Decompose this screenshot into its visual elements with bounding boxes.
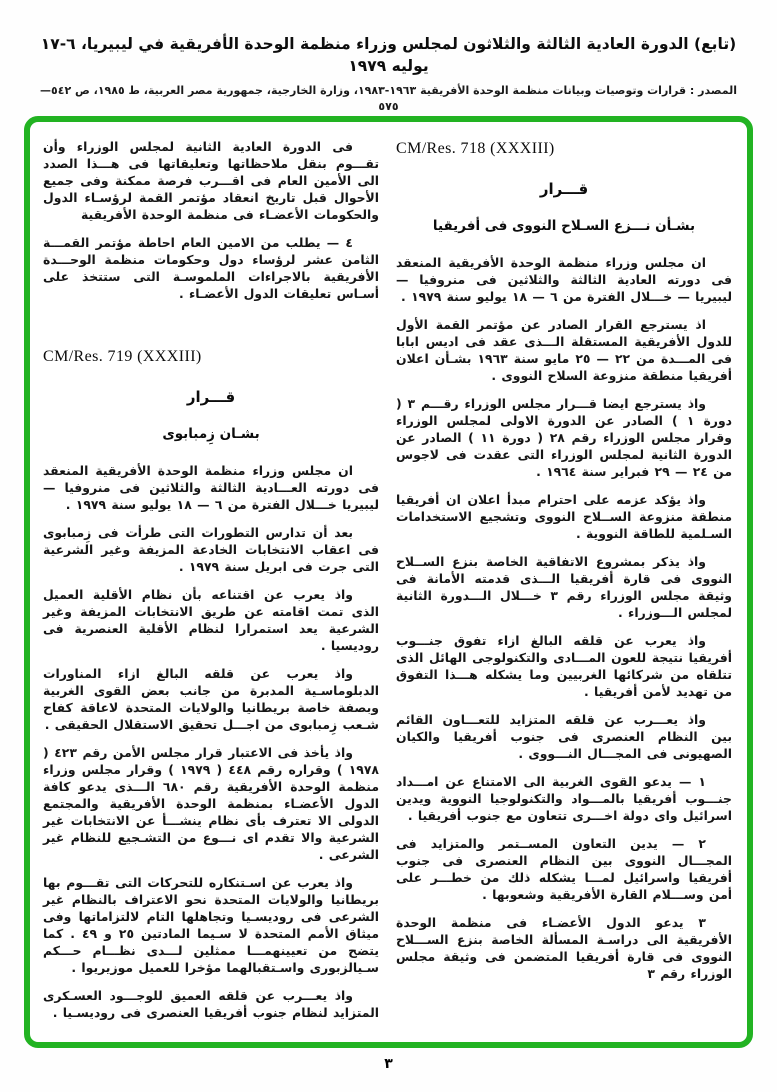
paragraph: ١ — يدعو القوى الغربية الى الامتناع عن امـــداد جنـــوب أفريقيا بالمـــواد والتكنولوجيا النووية ويدين اسرائيل واى دولة اخـــرى تتعاون مع جنوب أفريقيا . — [396, 774, 732, 823]
page-number: ٣ — [384, 1056, 393, 1072]
paragraph: واذ يعرب عن اقتناعه بأن نظام الأقلية العميل الذى تمت اقامته عن طريق الانتخابات المزيفة وغير الشرعية يعد استمرارا لنظام الأقلية العنصرية فى روديسيا . — [43, 587, 379, 653]
resolution-719-body — [43, 462, 379, 1021]
paragraph: واذ يأخذ فى الاعتبار قرار مجلس الأمن رقم ٤٢٣ ( ١٩٧٨ ) وقراره رقم ٤٤٨ ( ١٩٧٩ ) وقرار مجلس وزراء منظمة الوحدة الأفريقية رقم ٦٨٠ الـــذى يدعو كافة الدول الأعضـاء بمنظمة الوحدة الأفريقية والمجتمع الدولى الا تعترف بأى نظام ينشـــأ عن الانتخابات غير الشرعية والا تقدم اى نـــوع من التشـجيع للنظام غير الشرعى . — [43, 745, 379, 862]
paragraph: واذ يعرب عن قلقه البالغ ازاء المناورات الدبلوماسـية المدبرة من جانب بعض القوى الغربية وبصفة خاصة بريطانيا والولايات المتحدة لاعاقة كفاح شـعب زِمبابوى من اجـــل تحقيق الاستقلال الحقيقى . — [43, 666, 379, 732]
column-resolution-718 — [396, 136, 732, 1036]
paragraph: ٢ — يدين التعاون المســتمر والمتزايد فى المجـــال النووى بين النظام العنصرى فى جنوب أفريقيا واسرائيل لمـــا يشكله ذلك من خطـــر على أمن وســـلام القارة الأفريقية وشعوبها . — [396, 836, 732, 902]
paragraph: واذ يعرب عن قلقه البالغ ازاء تفوق جنـــوب أفريقيا نتيجة للعون المـــادى والتكنولوجى الهائل الذى تتلقاه من شركائها الغربيين وما يشكله هـــذا التفوق من تهديد لأمن أفريقيا . — [396, 633, 732, 699]
paragraph: واذ يعرب عن اسـتنكاره للتحركات التى تقـــوم بها بريطانيا والولايات المتحدة نحو الاعتراف بالنظام غير الشرعى فى روديسـيا وتجاهلها التام لالتزاماتها وفى ميثاق الأمم المتحدة لا سـيما المادتين ٢٥ و ٤٩ . كما يتضح من تعيينهمـــا ممثلين لـــدى نظـــام حـــكم سـيالزبورى واسـتقبالهما مؤخرا للعميل موزيريوا . — [43, 875, 380, 975]
paragraph: ٤ — يطلب من الامين العام احاطة مؤتمر القمـــة الثامن عشر لرؤساء دول وحكومات منظمة الوحـــدة الأفريقية بالاجراءات الملموسـة التى ستتخذ على أسـاس تعليقات الدول الأعضـاء . — [43, 235, 379, 301]
paragraph: واذ يعـــرب عن قلقه العميق للوجـــود العسـكرى المتزايد لنظام جنوب أفريقيا العنصرى فى روديسـيا . — [43, 988, 379, 1020]
resolution-718-heading: قـــرار — [539, 180, 589, 198]
green-border-box — [24, 116, 753, 1048]
continuation-body — [43, 138, 379, 302]
paragraph: ٣ يدعو الدول الأعضـاء فى منظمة الوحدة الأفريقية الى دراسـة المسألة الخاصة بنزع الســـلاح النووى فى قارة أفريقيا المتضمن فى وثيقة مجلس الوزراء رقم ٣ — [396, 915, 732, 981]
resolution-719-subject: بشـان زِمبابوى — [162, 426, 260, 442]
resolution-718-body — [396, 254, 732, 982]
paragraph: اذ يسترجع القرار الصادر عن مؤتمر القمة الأول للدول الأفريقية المستقلة الـــذى عقد فى اديس ابابا فى المـــدة من ٢٢ — ٢٥ مايو سنة ١٩٦٣ بشـأن اعلان أفريقيا منطقة منزوعة السلاح النووى . — [396, 317, 733, 383]
resolution-719-heading: قـــرار — [186, 388, 236, 406]
resolution-719-reference: CM/Res. 719 (XXXIII) — [43, 348, 202, 365]
paragraph: بعد أن تدارس التطورات التى طرأت فى زِمبابوى فى اعقاب الانتخابات الخادعة المزيفة وغير الشرعية التى جرت فى ابريل سنة ١٩٧٩ . — [43, 525, 379, 574]
paragraph: ان مجلس وزراء منظمة الوحدة الأفريقية المنعقد فى دورته العـــادية الثالثة والثلاثين فى منروفيا — ليبيريا خـــلال الفترة من ٦ — ١٨ يوليو سنة ١٩٧٩ . — [43, 463, 379, 512]
page-header-title: (تابع) الدورة العادية الثالثة والثلاثون لمجلس وزراء منظمة الوحدة الأفريقية في ليبيريا، ٦-١٧ يوليه ١٩٧٩ — [40, 35, 737, 75]
page-header — [0, 0, 777, 114]
paragraph: ان مجلس وزراء منظمة الوحدة الأفريقية المنعقد فى دورته العادية الثالثة والثلاثين فى منروفيا — ليبيريا — خـــلال الفترة من ٦ — ١٨ يوليو سنة ١٩٧٩ . — [396, 255, 732, 304]
page-header-source: المصدر : قرارات وتوصيات وبيانات منظمة الوحدة الأفريقية ١٩٦٣-١٩٨٣، وزارة الخارجية، جمهورية مصر العربية، ط ١٩٨٥، ص ٥٤٢—٥٧٥ — [40, 84, 737, 113]
column-resolution-719 — [43, 136, 379, 1036]
resolution-718-subject: بشـأن نـــزع السـلاح النووى فى أفريقيا — [432, 218, 696, 234]
paragraph: فى الدورة العادية الثانية لمجلس الوزراء وأن تقـــوم بنقل ملاحظاتها وتعليقاتها فى هـــذا الصدد الى الأمين العام فى اقـــرب فرصة ممكنة وفى جميع الأحوال قبل تاريخ انعقاد مؤتمر القمة لرؤسـاء الدول والحكومات الأعضـاء فى منظمة الوحدة الأفريقية — [43, 139, 379, 222]
resolution-718-reference: CM/Res. 718 (XXXIII) — [396, 140, 555, 157]
paragraph: واذ يسترجع ايضا قـــرار مجلس الوزراء رقـــم ٣ ( دورة ١ ) الصادر عن الدورة الاولى لمجلس الوزراء وقرار مجلس الوزراء رقم ٢٨ ( دورة ١١ ) الصادر عن الدورة الثانية لمجلس الوزراء التى عقدت فى لاجوس من ٢٤ — ٢٩ فبراير سنة ١٩٦٤ . — [396, 396, 733, 479]
paragraph: واذ يذكر بمشروع الاتفاقية الخاصة بنزع الســلاح النووى فى قارة أفريقيا الـــذى قدمته الأمانة فى وثيقة مجلس الوزراء رقم ٣ خـــلال الـــدورة الثانية لمجلس الـــوزراء . — [396, 554, 732, 620]
paragraph: واذ يؤكد عزمه على احترام مبدأ اعلان ان أفريقيا منطقة منزوعة الســلاح النووى وتشجيع الاستخدامات السـلمية للطاقة النووية . — [396, 492, 732, 541]
paragraph: واذ يعـــرب عن قلقه المتزايد للتعـــاون القائم بين النظام العنصرى فى جنوب أفريقيا والكيان الصهيونى فى المجـــال النـــووى . — [396, 712, 732, 761]
